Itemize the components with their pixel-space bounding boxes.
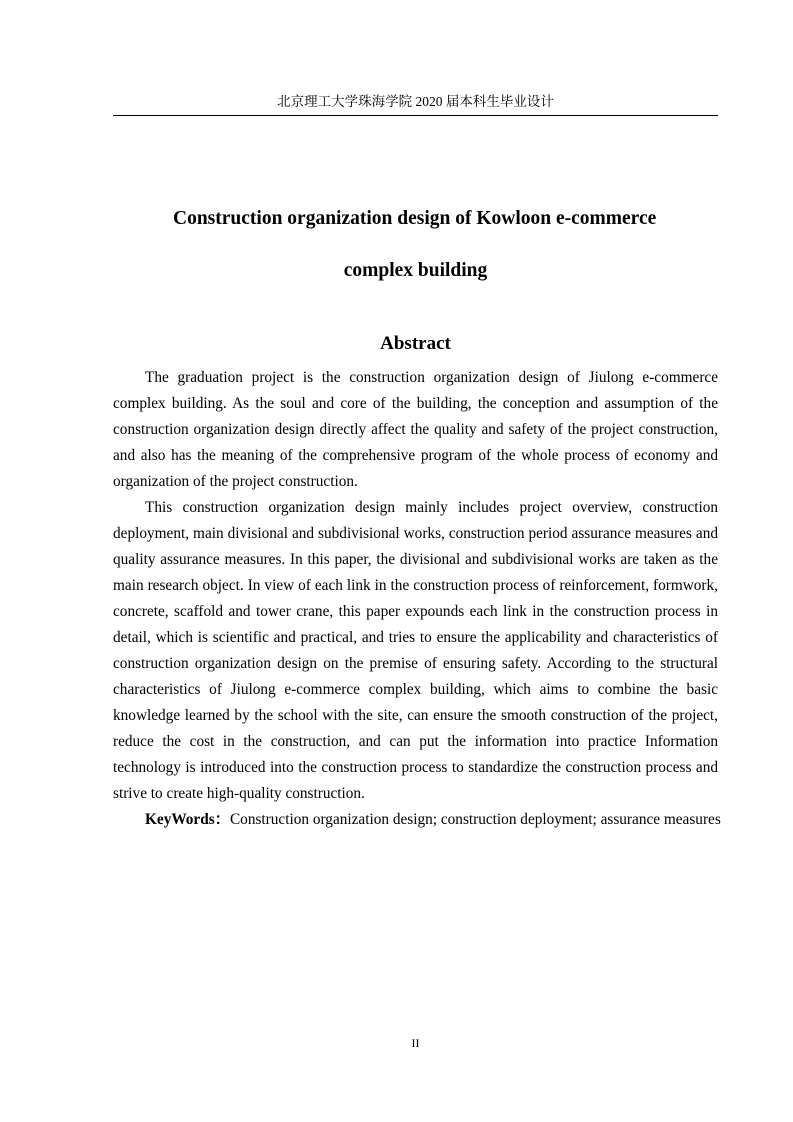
abstract-paragraph-1: The graduation project is the construction organization design of Jiulong e-commerce complex building. As the soul and core of the building, the conception and assumption of the construction organization design directly affect the quality and safety of the project construction, and also has the meaning of the comprehensive program of the whole process of economy and organization of the project construction. — [113, 369, 718, 490]
keywords-line — [113, 807, 721, 833]
paper-title-line-1: Construction organization design of Kowloon e-commerce — [173, 208, 657, 229]
header-rule — [113, 115, 718, 116]
abstract-heading: Abstract — [380, 333, 451, 354]
keywords-label: KeyWords： — [145, 811, 230, 828]
paper-title-line-2: complex building — [343, 260, 488, 281]
keywords-text: Construction organization design; construction deployment; assurance measures — [229, 811, 721, 828]
page-number: II — [411, 1036, 420, 1050]
abstract-body — [113, 365, 721, 833]
abstract-paragraph-2: This construction organization design mainly includes project overview, construction deployment, main divisional and subdivisional works, construction period assurance measures and quality assurance measures. In this paper, the divisional and subdivisional works are taken as the main research object. In view of each link in the construction process of reinforcement, formwork, concrete, scaffold and tower crane, this paper expounds each link in the construction process in detail, which is scientific and practical, and tries to ensure the applicability and characteristics of construction organization design on the premise of ensuring safety. According to the structural characteristics of Jiulong e-commerce complex building, which aims to combine the basic knowledge learned by the school with the site, can ensure the smooth construction of the project, reduce the cost in the construction, and can put the information into practice Information technology is introduced into the construction process to standardize the construction process and strive to create high-quality construction. — [113, 499, 718, 802]
paper-title — [113, 202, 718, 288]
page-header: 北京理工大学珠海学院 2020 届本科生毕业设计 — [277, 94, 554, 109]
